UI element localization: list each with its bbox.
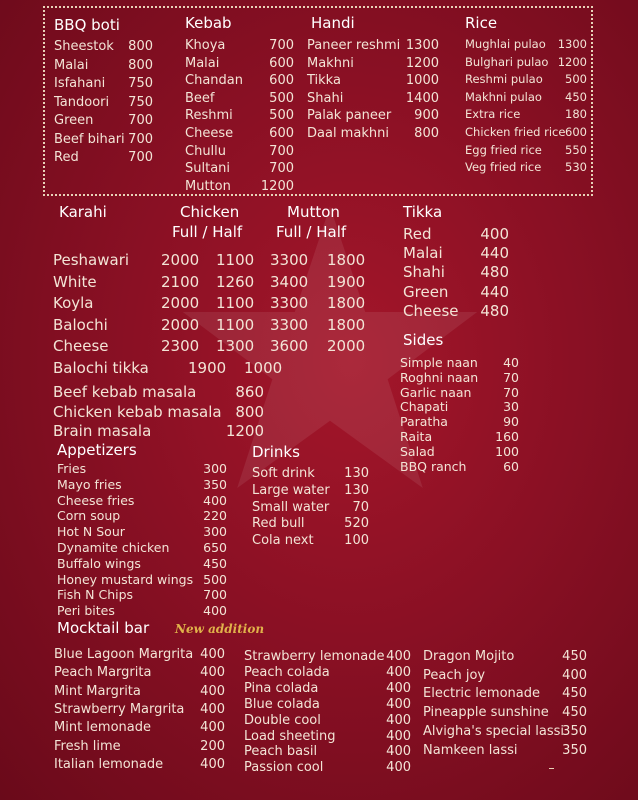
tikka-item-row [403, 283, 509, 302]
item-name: Peach basil [244, 744, 318, 760]
item-price: 400 [562, 667, 587, 683]
tikka-item-row [403, 263, 509, 282]
item-name: Mayo fries [57, 476, 122, 492]
item-price: 220 [203, 508, 227, 524]
item-name: Paneer reshmi [307, 38, 401, 53]
bbq-item-row [54, 58, 153, 75]
item-name: Pineapple sunshine [423, 705, 549, 721]
item-name: Sultani [185, 161, 231, 177]
karahi-item-name: Peshawari [53, 251, 130, 269]
handi-item-row [307, 73, 439, 90]
item-price: 400 [200, 701, 225, 717]
karahi-price-c-half: 1260 [216, 272, 255, 291]
item-price: 500 [269, 108, 294, 124]
rice-item-row [465, 160, 587, 176]
karahi-price-m-half: 2000 [327, 337, 366, 355]
mocktail-item-row [54, 647, 225, 664]
handi-item-row [307, 91, 439, 108]
drink-item-row [252, 483, 369, 500]
item-price: 800 [414, 126, 439, 141]
item-price: 650 [203, 540, 227, 555]
tikka-item-row [403, 302, 509, 321]
item-price: 1400 [405, 90, 439, 106]
karahi-item-name: Cheese [53, 337, 109, 355]
item-name: Mint Margrita [54, 683, 141, 699]
item-price: 600 [269, 126, 294, 141]
item-name: Dragon Mojito [423, 649, 515, 664]
item-name: Chicken fried rice [465, 125, 566, 139]
item-price: 480 [480, 263, 509, 282]
drink-item-row [252, 500, 369, 517]
karahi-row [0, 316, 380, 336]
item-price: 350 [562, 723, 587, 739]
kebab-item-row [185, 91, 294, 108]
kebab-item-row [185, 38, 294, 55]
appetizer-item-row [57, 572, 227, 589]
karahi-price-m-full: 3300 [270, 251, 309, 269]
drink-item-row [252, 533, 369, 550]
kebab-item-row [185, 108, 294, 125]
item-name: BBQ ranch [400, 458, 467, 474]
item-price: 700 [203, 587, 227, 603]
appetizer-item-row [57, 603, 227, 620]
karahi-row [0, 273, 380, 293]
item-price: 750 [128, 76, 153, 91]
item-price: 700 [269, 38, 294, 53]
karahi-price-c-full: 2000 [161, 315, 200, 334]
karahi-row [0, 337, 380, 357]
item-price: 400 [386, 744, 411, 760]
mocktail-item-row [54, 684, 225, 701]
mocktail-item-row [423, 743, 587, 760]
bbq-item-row [54, 132, 153, 149]
rice-item-row [465, 90, 587, 106]
karahi-mutton-heading: Mutton [287, 203, 340, 221]
new-addition-badge: New addition [175, 622, 265, 636]
item-name: Peach joy [423, 667, 486, 683]
mocktail-item-row [244, 697, 411, 714]
mocktail-item-row [244, 681, 411, 698]
mocktail-item-row [244, 713, 411, 730]
karahi-price-m-half: 1900 [327, 272, 366, 291]
appetizer-item-row [57, 587, 227, 604]
item-price: 700 [128, 113, 153, 128]
karahi-price-m-full: 3300 [270, 294, 309, 312]
mocktail-item-row [54, 757, 225, 774]
karahi-row [0, 251, 380, 271]
karahi-price-full: 1900 [188, 359, 227, 377]
item-name: Blue colada [244, 696, 320, 712]
item-price: 130 [344, 482, 369, 498]
item-price: 800 [128, 39, 153, 54]
item-price: 400 [386, 728, 411, 744]
tikka-title: Tikka [403, 203, 443, 221]
item-price: 1200 [260, 178, 294, 194]
item-name: Load sheeting [244, 728, 336, 744]
item-price: 480 [480, 301, 509, 320]
item-price: 450 [565, 89, 587, 104]
item-price: 350 [203, 476, 227, 492]
item-price: 400 [200, 647, 225, 662]
item-name: Malai [54, 57, 89, 73]
item-name: Cheese [185, 126, 234, 141]
item-name: Simple naan [400, 355, 478, 370]
item-price: 60 [503, 458, 519, 474]
item-name: Italian lemonade [54, 756, 164, 772]
item-price: 1300 [405, 38, 439, 53]
item-price: 400 [386, 664, 411, 680]
item-name: Cheese fries [57, 492, 135, 508]
appetizer-item-row [57, 493, 227, 510]
item-name: Hot N Sour [57, 524, 125, 540]
item-name: Tikka [307, 73, 341, 89]
mocktail-item-row [423, 649, 587, 666]
item-price: 450 [562, 649, 587, 664]
item-price: 400 [203, 492, 227, 508]
item-name: Makhni [307, 55, 354, 71]
item-price: 600 [269, 55, 294, 71]
item-name: Mutton [185, 178, 231, 194]
karahi-price-half: 1000 [244, 359, 283, 377]
item-price: 750 [128, 94, 153, 110]
item-price: 450 [562, 705, 587, 721]
item-name: Blue Lagoon Margrita [54, 647, 194, 662]
karahi-price-m-half: 1800 [327, 251, 366, 269]
item-price: 400 [203, 603, 227, 619]
item-price: 100 [344, 533, 369, 549]
item-name: Mughlai pulao [465, 37, 546, 51]
rice-item-row [465, 72, 587, 88]
item-price: 180 [565, 107, 587, 122]
item-name: Tandoori [54, 94, 110, 110]
item-price: 520 [344, 516, 369, 532]
drink-item-row [252, 516, 369, 533]
item-name: Paratha [400, 414, 448, 430]
item-price: 700 [128, 131, 153, 147]
item-price: 450 [562, 686, 587, 702]
item-name: Honey mustard wings [57, 571, 194, 587]
item-name: Namkeen lassi [423, 742, 518, 758]
item-price: 400 [200, 665, 225, 681]
item-price: 300 [203, 524, 227, 540]
karahi-price-c-half: 1100 [216, 315, 255, 334]
item-price: 400 [386, 680, 411, 696]
item-name: Raita [400, 429, 433, 444]
item-name: Brain masala [53, 422, 152, 440]
mocktail-item-row [244, 729, 411, 746]
bbq-boti-title: BBQ boti [54, 16, 120, 34]
item-name: Green [54, 113, 94, 128]
kebab-item-row [185, 56, 294, 73]
item-price: 1200 [225, 422, 264, 440]
item-price: 1300 [557, 37, 587, 51]
item-name: Salad [400, 443, 435, 459]
rice-item-row [465, 55, 587, 71]
rice-title: Rice [465, 14, 498, 32]
item-price: 700 [269, 161, 294, 177]
item-price: 400 [386, 712, 411, 728]
karahi-price-m-half: 1800 [327, 294, 366, 312]
mocktail-item-row [54, 665, 225, 682]
item-name: Mint lemonade [54, 720, 151, 736]
appetizer-item-row [57, 477, 227, 494]
karahi-item-name: Balochi [53, 315, 108, 334]
mocktail-item-row [244, 665, 411, 682]
item-price: 700 [269, 143, 294, 159]
item-name: Chicken kebab masala [53, 402, 222, 421]
kebab-title: Kebab [185, 14, 232, 32]
item-price: 400 [480, 225, 509, 243]
karahi-price-m-half: 1800 [327, 315, 366, 334]
sides-item-row [400, 459, 519, 476]
item-name: Reshmi pulao [465, 72, 543, 87]
item-name: Beef bihari [54, 131, 125, 147]
mocktail-item-row [423, 705, 587, 722]
drink-item-row [252, 466, 369, 483]
handi-item-row [307, 56, 439, 73]
item-name: Malai [403, 244, 443, 263]
item-name: Peri bites [57, 603, 115, 619]
item-name: Daal makhni [307, 126, 389, 141]
bbq-item-row [54, 95, 153, 112]
appetizers-title: Appetizers [57, 441, 137, 459]
item-price: 400 [200, 720, 225, 736]
item-name: Extra rice [465, 107, 521, 122]
item-name: Sheestok [54, 39, 114, 54]
karahi-price-m-full: 3400 [270, 272, 309, 291]
item-price: 90 [503, 414, 519, 430]
karahi-price-c-full: 2000 [161, 251, 200, 269]
item-price: 130 [344, 466, 369, 481]
karahi-title: Karahi [59, 203, 107, 221]
item-price: 600 [269, 73, 294, 89]
mocktail-item-row [244, 649, 411, 666]
handi-item-row [307, 108, 439, 125]
karahi-mutton-sizes: Full / Half [276, 223, 347, 241]
mocktail-item-row [423, 668, 587, 685]
karahi-price-c-full: 2000 [161, 294, 200, 312]
item-name: Fish N Chips [57, 587, 134, 603]
mocktail-item-row [54, 720, 225, 737]
karahi-price-m-full: 3300 [270, 315, 309, 334]
item-price: 500 [565, 72, 587, 87]
item-price: 70 [352, 499, 369, 515]
sides-title: Sides [403, 331, 444, 349]
item-price: 1200 [557, 54, 587, 69]
item-price: 500 [203, 571, 227, 587]
item-name: Red [403, 225, 432, 243]
bbq-item-row [54, 113, 153, 130]
item-price: 700 [128, 150, 153, 165]
mocktail-item-row [244, 760, 411, 777]
kebab-item-row [185, 144, 294, 161]
mocktail-item-row [423, 724, 587, 741]
item-name: Makhni pulao [465, 89, 542, 104]
item-price: 400 [386, 760, 411, 776]
item-price: 70 [503, 369, 519, 385]
bbq-item-row [54, 150, 153, 167]
karahi-extra-row [53, 422, 264, 441]
item-name: Bulghari pulao [465, 54, 549, 69]
item-price: 400 [200, 756, 225, 772]
item-price: 1000 [405, 73, 439, 89]
item-name: Beef [185, 90, 215, 106]
karahi-item-name: Balochi tikka [53, 359, 149, 377]
item-name: Chapati [400, 399, 449, 415]
karahi-extra-row [53, 403, 264, 422]
mocktail-title: Mocktail bar [57, 619, 150, 637]
item-price: 860 [235, 383, 264, 401]
karahi-price-c-half: 1300 [216, 337, 255, 355]
rice-item-row [465, 107, 587, 123]
karahi-chicken-heading: Chicken [180, 203, 240, 221]
item-price: 500 [269, 90, 294, 106]
item-price: 40 [503, 355, 519, 370]
item-name: Roghni naan [400, 369, 479, 385]
item-price: 550 [565, 142, 587, 157]
item-price: 200 [200, 738, 225, 754]
item-name: Garlic naan [400, 384, 472, 400]
rice-item-row [465, 125, 587, 141]
tikka-item-row [403, 244, 509, 263]
item-name: Chandan [185, 73, 243, 89]
item-price: 400 [386, 649, 411, 664]
item-name: Shahi [307, 90, 344, 106]
kebab-item-row [185, 161, 294, 178]
item-price: 440 [480, 282, 509, 301]
item-name: Isfahani [54, 76, 106, 91]
item-name: Shahi [403, 263, 445, 282]
appetizer-item-row [57, 461, 227, 478]
mocktail-item-row [423, 686, 587, 703]
kebab-item-row [185, 179, 294, 196]
karahi-balochi-tikka-row [0, 359, 300, 379]
karahi-price-m-full: 3600 [270, 337, 309, 355]
item-name: Cola next [252, 533, 314, 549]
mocktail-item-row [54, 702, 225, 719]
karahi-item-name: Koyla [53, 294, 94, 312]
item-name: Red bull [252, 516, 305, 532]
karahi-extra-row [53, 383, 264, 402]
item-name: Peach colada [244, 664, 330, 680]
appetizer-item-row [57, 556, 227, 573]
item-name: Strawberry lemonade [244, 649, 385, 664]
item-price: 100 [495, 443, 519, 459]
karahi-price-c-half: 1100 [216, 294, 255, 312]
item-name: Pina colada [244, 680, 319, 696]
item-name: Double cool [244, 712, 321, 728]
karahi-price-c-full: 2300 [161, 337, 200, 355]
item-name: Red [54, 150, 79, 165]
item-name: Peach Margrita [54, 665, 152, 681]
item-name: Fries [57, 461, 87, 476]
rice-item-row [465, 37, 587, 53]
mocktail-item-row [54, 739, 225, 756]
appetizer-item-row [57, 540, 227, 557]
item-price: 160 [495, 429, 519, 444]
item-name: Khoya [185, 38, 226, 53]
item-name: Large water [252, 482, 330, 498]
item-price: 440 [480, 244, 509, 263]
item-name: Dynamite chicken [57, 540, 170, 555]
karahi-price-c-full: 2100 [161, 272, 200, 291]
item-name: Strawberry Margrita [54, 701, 185, 717]
item-name: Electric lemonade [423, 686, 540, 702]
item-name: Malai [185, 55, 220, 71]
item-price: 350 [562, 742, 587, 758]
item-name: Fresh lime [54, 738, 121, 754]
karahi-price-c-half: 1100 [216, 251, 255, 269]
bbq-item-row [54, 76, 153, 93]
karahi-chicken-sizes: Full / Half [172, 223, 243, 241]
drinks-title: Drinks [252, 443, 300, 461]
item-price: 800 [235, 402, 264, 421]
item-name: Cheese [403, 301, 459, 320]
item-price: 530 [565, 160, 587, 175]
item-name: Beef kebab masala [53, 383, 197, 401]
item-name: Small water [252, 499, 330, 515]
handi-item-row [307, 38, 439, 55]
item-price: 300 [203, 461, 227, 476]
item-price: 900 [414, 108, 439, 124]
item-name: Green [403, 282, 449, 301]
item-price: 600 [565, 125, 587, 139]
appetizer-item-row [57, 524, 227, 541]
item-price: 450 [203, 555, 227, 571]
item-name: Soft drink [252, 466, 315, 481]
item-price: 400 [200, 683, 225, 699]
kebab-item-row [185, 126, 294, 143]
karahi-item-name: White [53, 272, 97, 291]
tikka-item-row [403, 225, 509, 244]
rice-item-row [465, 143, 587, 159]
handi-title: Handi [311, 14, 355, 32]
item-name: Reshmi [185, 108, 233, 124]
kebab-item-row [185, 73, 294, 90]
item-name: Veg fried rice [465, 160, 542, 175]
item-name: Alvigha's special lassi [423, 723, 564, 739]
item-name: Buffalo wings [57, 555, 141, 571]
bbq-item-row [54, 39, 153, 56]
item-price: 1200 [405, 55, 439, 71]
item-price: 400 [386, 696, 411, 712]
mocktail-item-row [244, 744, 411, 761]
item-price: 800 [128, 57, 153, 73]
item-name: Egg fried rice [465, 142, 542, 157]
item-name: Corn soup [57, 508, 121, 524]
item-price: 30 [503, 399, 519, 415]
item-price: 70 [503, 384, 519, 400]
karahi-row [0, 294, 380, 314]
handi-item-row [307, 126, 439, 143]
item-name: Chullu [185, 143, 227, 159]
item-name: Palak paneer [307, 108, 392, 124]
item-name: Passion cool [244, 760, 324, 776]
footer-dash [549, 768, 554, 769]
appetizer-item-row [57, 508, 227, 525]
